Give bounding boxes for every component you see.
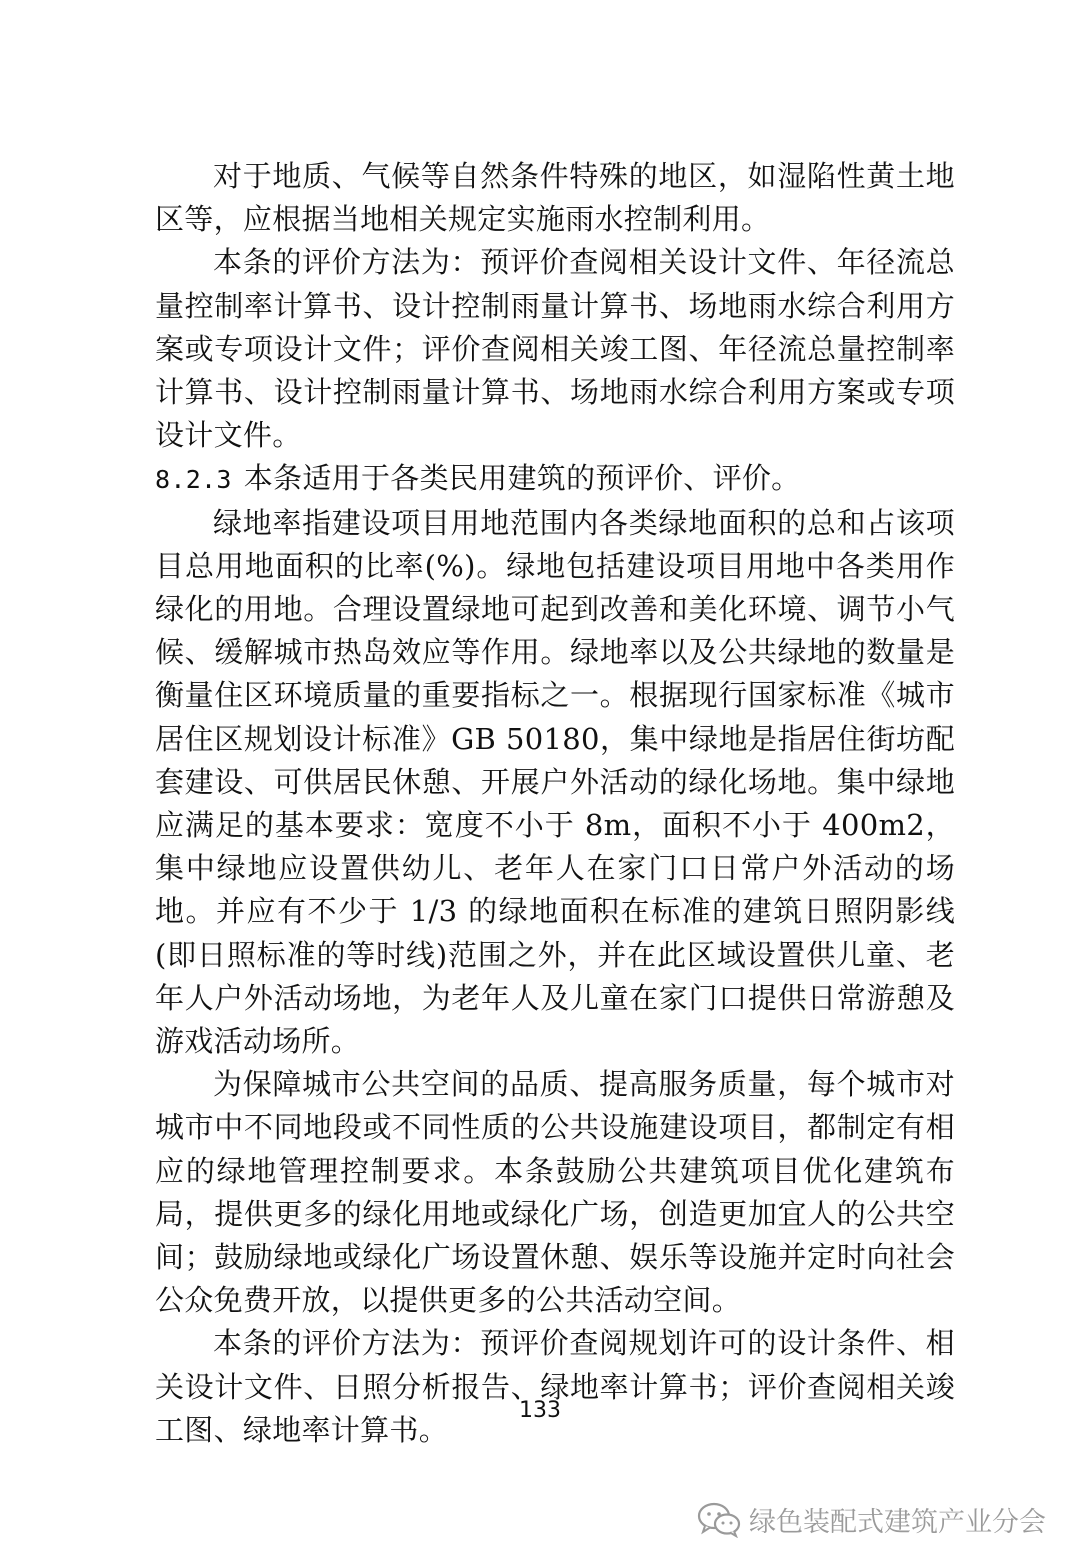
document-body [155,155,955,1452]
clause-text: 本条适用于各类民用建筑的预评价、评价。 [243,461,801,496]
paragraph-5: 为保障城市公共空间的品质、提高服务质量，每个城市对城市中不同地段或不同性质的公共设施建设项目，都制定有相应的绿地管理控制要求。本条鼓励公共建筑项目优化建筑布局，提供更多的绿化用地或绿化广场，创造更加宜人的公共空间；鼓励绿地或绿化广场设置休憩、娱乐等设施并定时向社会公众免费开放，以提供更多的公共活动空间。 [155,1067,955,1318]
paragraph-3 [155,457,955,501]
page-number: 133 [519,1398,561,1423]
paragraph-6: 本条的评价方法为：预评价查阅规划许可的设计条件、相关设计文件、日照分析报告、绿地率计算书；评价查阅相关竣工图、绿地率计算书。 [155,1326,955,1447]
wechat-icon [697,1502,741,1538]
paragraph-2: 本条的评价方法为：预评价查阅相关设计文件、年径流总量控制率计算书、设计控制雨量计算书、场地雨水综合利用方案或专项设计文件；评价查阅相关竣工图、年径流总量控制率计算书、设计控制雨量计算书、场地雨水综合利用方案或专项设计文件。 [155,245,955,453]
paragraph-4: 绿地率指建设项目用地范围内各类绿地面积的总和占该项目总用地面积的比率(%)。绿地包括建设项目用地中各类用作绿化的用地。合理设置绿地可起到改善和美化环境、调节小气候、缓解城市热岛效应等作用。绿地率以及公共绿地的数量是衡量住区环境质量的重要指标之一。根据现行国家标准《城市居住区规划设计标准》GB 50180，集中绿地是指居住街坊配套建设、可供居民休憩、开展户外活动的绿化场地。集中绿地应满足的基本要求：宽度不小于 8m，面积不小于 400m2，集中绿地应设置供幼儿、老年人在家门口日常户外活动的场地。并应有不少于 1/3 的绿地面积在标准的建筑日照阴影线(即日照标准的等时线)范围之外，并在此区域设置供儿童、老年人户外活动场地，为老年人及儿童在家门口提供日常游憩及游戏活动场所。 [155,505,955,1059]
paragraph-1: 对于地质、气候等自然条件特殊的地区，如湿陷性黄土地区等，应根据当地相关规定实施雨水控制利用。 [155,159,955,237]
watermark-text: 绿色装配式建筑产业分会 [749,1507,1046,1538]
clause-number: 8.2.3 [155,465,232,495]
watermark [697,1500,1046,1539]
